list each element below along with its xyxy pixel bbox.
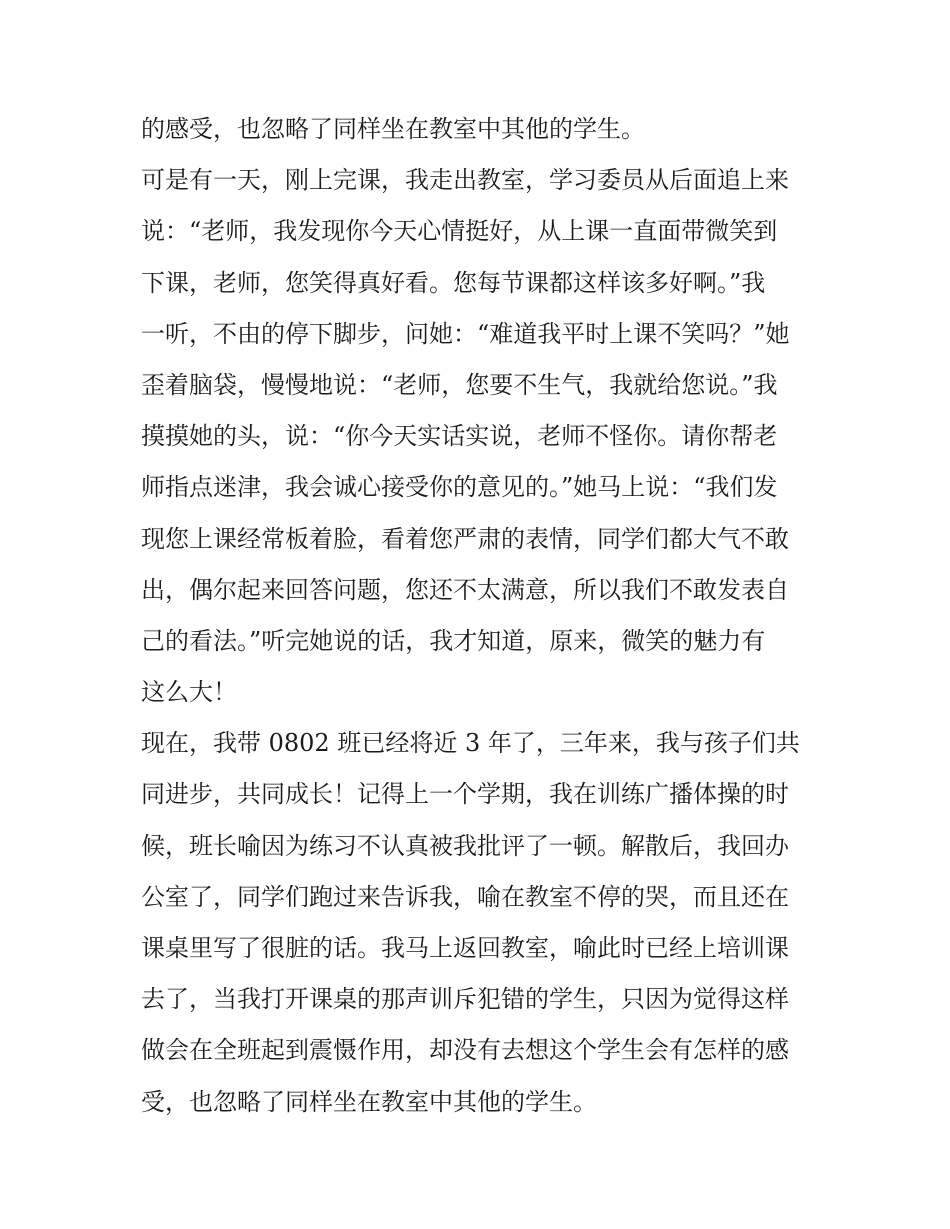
text-line: 摸摸她的头，说：“你今天实话实说，老师不怪你。请你帮老 — [141, 422, 778, 451]
text-line: 下课，老师，您笑得真好看。您每节课都这样该多好啊。”我 — [141, 268, 766, 297]
text-line: 现在，我带 0802 班已经将近 3 年了，三年来，我与孩子们共 — [141, 729, 800, 758]
text-line: 现您上课经常板着脸，看着您严肃的表情，同学们都大气不敢 — [141, 524, 789, 553]
text-line: 去了，当我打开课桌的那声训斥犯错的学生，只因为觉得这样 — [141, 985, 789, 1014]
text-line: 这么大！ — [141, 678, 237, 707]
text-line: 说：“老师，我发现你今天心情挺好，从上课一直面带微笑到 — [141, 217, 778, 246]
text-line: 出，偶尔起来回答问题，您还不太满意，所以我们不敢发表自 — [141, 575, 789, 604]
text-line: 可是有一天，刚上完课，我走出教室，学习委员从后面追上来 — [141, 166, 789, 195]
text-line: 受，也忽略了同样坐在教室中其他的学生。 — [141, 1087, 597, 1116]
text-line: 歪着脑袋，慢慢地说：“老师，您要不生气，我就给您说。”我 — [141, 370, 778, 399]
text-line: 课桌里写了很脏的话。我马上返回教室，喻此时已经上培训课 — [141, 934, 789, 962]
text-line: 公室了，同学们跑过来告诉我，喻在教室不停的哭，而且还在 — [141, 882, 789, 911]
document-body — [141, 104, 811, 1128]
text-line: 己的看法。”听完她说的话，我才知道，原来，微笑的魅力有 — [141, 626, 766, 655]
text-line: 候，班长喻因为练习不认真被我批评了一顿。解散后，我回办 — [141, 831, 789, 860]
text-line: 一听，不由的停下脚步，问她：“难道我平时上课不笑吗？”她 — [141, 319, 790, 348]
text-line: 师指点迷津，我会诚心接受你的意见的。”她马上说：“我们发 — [141, 473, 778, 502]
text-line: 的感受，也忽略了同样坐在教室中其他的学生。 — [141, 115, 645, 143]
text-line: 同进步，共同成长！记得上一个学期，我在训练广播体操的时 — [141, 780, 789, 809]
text-line: 做会在全班起到震慑作用，却没有去想这个学生会有怎样的感 — [141, 1036, 789, 1065]
